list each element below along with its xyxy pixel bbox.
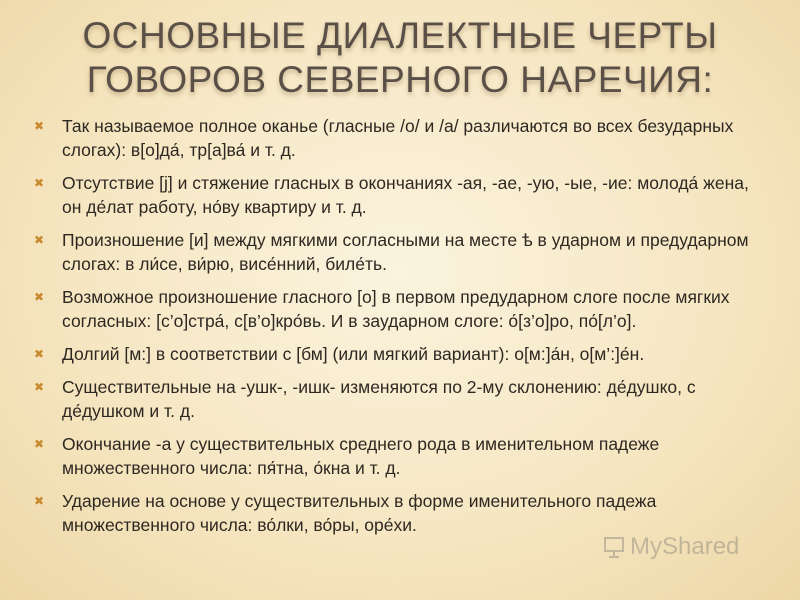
list-item-text: Долгий [м:] в соответствии с [бм] (или мягкий вариант): о[м:]а́н, о[м’:]е́н.: [62, 344, 645, 364]
list-item: [34, 432, 764, 480]
watermark: [602, 532, 739, 562]
list-item-text: Произношение [и] между мягкими согласными на месте ѣ в ударном и предударном слогах: в ли́се, ви́рю, висе́нний, биле́ть.: [62, 230, 749, 274]
bullet-cross-icon: ✖: [34, 437, 45, 451]
list-item: [34, 228, 764, 276]
list-item: [34, 342, 764, 366]
list-item-text: Отсутствие [j] и стяжение гласных в окончаниях -ая, -ае, -ую, -ые, -ие: молода́ жена, он де́лат работу, но́ву квартиру и т. д.: [62, 173, 749, 217]
bullet-cross-icon: ✖: [34, 347, 45, 361]
presentation-board-icon: [602, 535, 626, 559]
list-item: [34, 285, 764, 333]
list-item-text: Ударение на основе у существительных в форме именительного падежа множественного числа: во́лки, во́ры, оре́хи.: [62, 491, 657, 535]
list-item-text: Так называемое полное оканье (гласные /о/ и /а/ различаются во всех безударных слогах): в[о]да́, тр[а]ва́ и т. д.: [62, 116, 734, 160]
list-item-text: Окончание -а у существительных среднего рода в именительном падеже множественного числа: пя́тна, о́кна и т. д.: [62, 434, 660, 478]
title-line-2: ГОВОРОВ СЕВЕРНОГО НАРЕЧИЯ:: [86, 59, 714, 100]
list-item: [34, 489, 764, 537]
list-item: [34, 375, 764, 423]
bullet-list: [34, 114, 764, 546]
list-item: [34, 114, 764, 162]
title-line-1: ОСНОВНЫЕ ДИАЛЕКТНЫЕ ЧЕРТЫ: [82, 15, 718, 56]
bullet-cross-icon: ✖: [34, 233, 45, 247]
list-item: [34, 171, 764, 219]
list-item-text: Существительные на -ушк-, -ишк- изменяются по 2-му склонению: де́душко, с де́душком и т. д.: [62, 377, 696, 421]
bullet-cross-icon: ✖: [34, 290, 45, 304]
bullet-cross-icon: ✖: [34, 494, 45, 508]
bullet-cross-icon: ✖: [34, 380, 45, 394]
bullet-cross-icon: ✖: [34, 176, 45, 190]
bullet-cross-icon: ✖: [34, 119, 45, 133]
watermark-text: MyShared: [630, 533, 740, 560]
slide-title: [40, 14, 760, 102]
list-item-text: Возможное произношение гласного [о] в первом предударном слоге после мягких согласных: [с’о]стра́, с[в’о]кро́вь. И в заударном слоге: о́[з’о]ро, по́[л’о].: [62, 287, 730, 331]
